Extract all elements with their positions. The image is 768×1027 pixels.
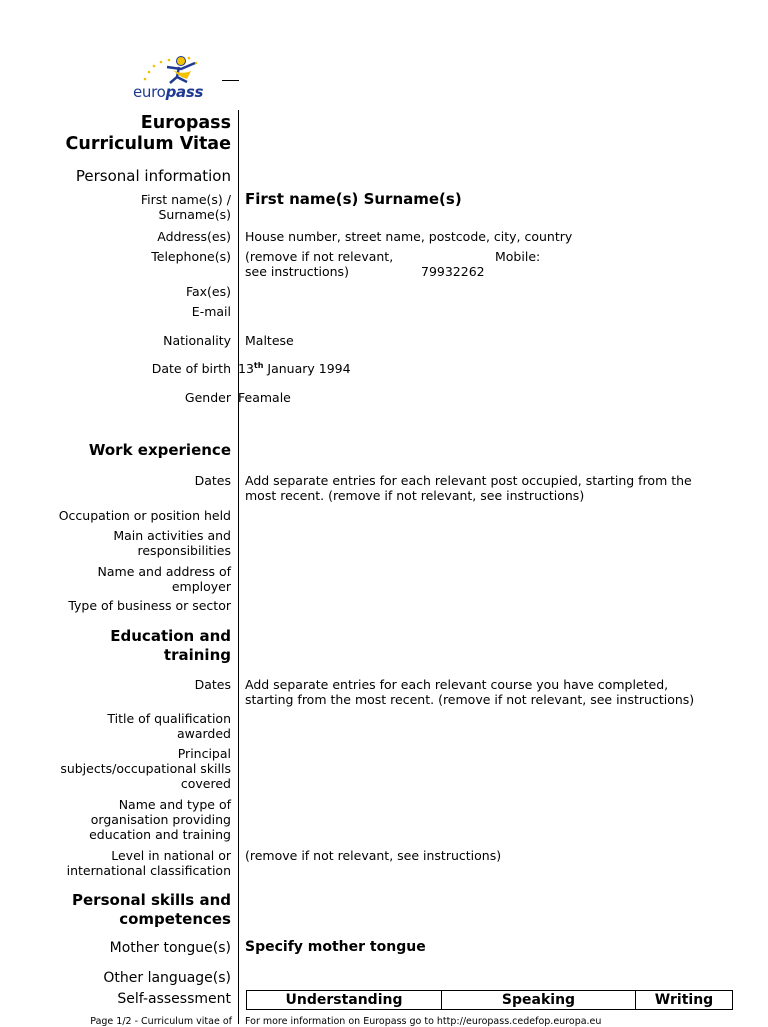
europass-wordmark: europass <box>133 83 204 101</box>
education-heading: Education and training <box>110 627 231 664</box>
date-of-birth-label: Date of birth <box>151 361 231 376</box>
column-divider <box>238 110 239 1024</box>
column-writing: Writing <box>636 991 733 1010</box>
self-assessment-header-row <box>247 991 733 1010</box>
column-speaking: Speaking <box>442 991 636 1010</box>
classification-level-label: Level in national or international classification <box>66 848 231 878</box>
personal-information-heading: Personal information <box>75 167 231 185</box>
footer-europass-info: For more information on Europass go to http://europass.cedefop.europa.eu <box>245 1016 602 1027</box>
cv-title: Europass Curriculum Vitae <box>65 113 231 154</box>
organisation-label: Name and type of organisation providing education and training <box>89 797 231 842</box>
mother-tongue-value: Specify mother tongue <box>245 939 426 955</box>
education-dates-value: Add separate entries for each relevant course you have completed, starting from the most recent. (remove if not relevant, see instructions) <box>245 677 695 707</box>
activities-label: Main activities and responsibilities <box>113 528 231 558</box>
self-assessment-table <box>246 990 733 1010</box>
logo-rule <box>222 80 239 81</box>
qualification-label: Title of qualification awarded <box>107 711 231 741</box>
nationality-value: Maltese <box>245 333 294 348</box>
business-sector-label: Type of business or sector <box>68 598 231 613</box>
employer-label: Name and address of employer <box>97 564 231 594</box>
telephone-value: (remove if not relevant, see instructions) <box>245 249 394 279</box>
footer-page-info: Page 1/2 - Curriculum vitae of <box>90 1016 232 1027</box>
education-dates-label: Dates <box>194 677 231 692</box>
europass-logo <box>133 55 238 105</box>
occupation-label: Occupation or position held <box>58 508 231 523</box>
nationality-label: Nationality <box>163 333 231 348</box>
mother-tongue-label: Mother tongue(s) <box>109 940 231 956</box>
address-value: House number, street name, postcode, city, country <box>245 229 573 244</box>
work-dates-value: Add separate entries for each relevant post occupied, starting from the most recent. (remove if not relevant, see instructions) <box>245 473 692 503</box>
telephone-label: Telephone(s) <box>151 249 231 264</box>
other-languages-label: Other language(s) <box>103 970 231 986</box>
classification-level-value: (remove if not relevant, see instructions) <box>245 848 502 863</box>
mobile-label: Mobile: <box>495 249 541 264</box>
address-label: Address(es) <box>157 229 231 244</box>
name-label: First name(s) / Surname(s) <box>140 192 231 222</box>
name-value: First name(s) Surname(s) <box>245 190 462 208</box>
column-understanding: Understanding <box>247 991 442 1010</box>
email-label: E-mail <box>191 304 231 319</box>
date-of-birth-value: 13th January 1994 <box>238 360 351 376</box>
gender-label: Gender <box>184 390 231 405</box>
subjects-label: Principal subjects/occupational skills covered <box>60 746 231 791</box>
work-experience-heading: Work experience <box>88 441 231 459</box>
personal-skills-heading: Personal skills and competences <box>72 891 231 928</box>
self-assessment-label: Self-assessment <box>117 991 231 1007</box>
work-dates-label: Dates <box>194 473 231 488</box>
mobile-value: 79932262 <box>421 264 485 279</box>
gender-value: Feamale <box>238 390 291 405</box>
fax-label: Fax(es) <box>185 284 231 299</box>
